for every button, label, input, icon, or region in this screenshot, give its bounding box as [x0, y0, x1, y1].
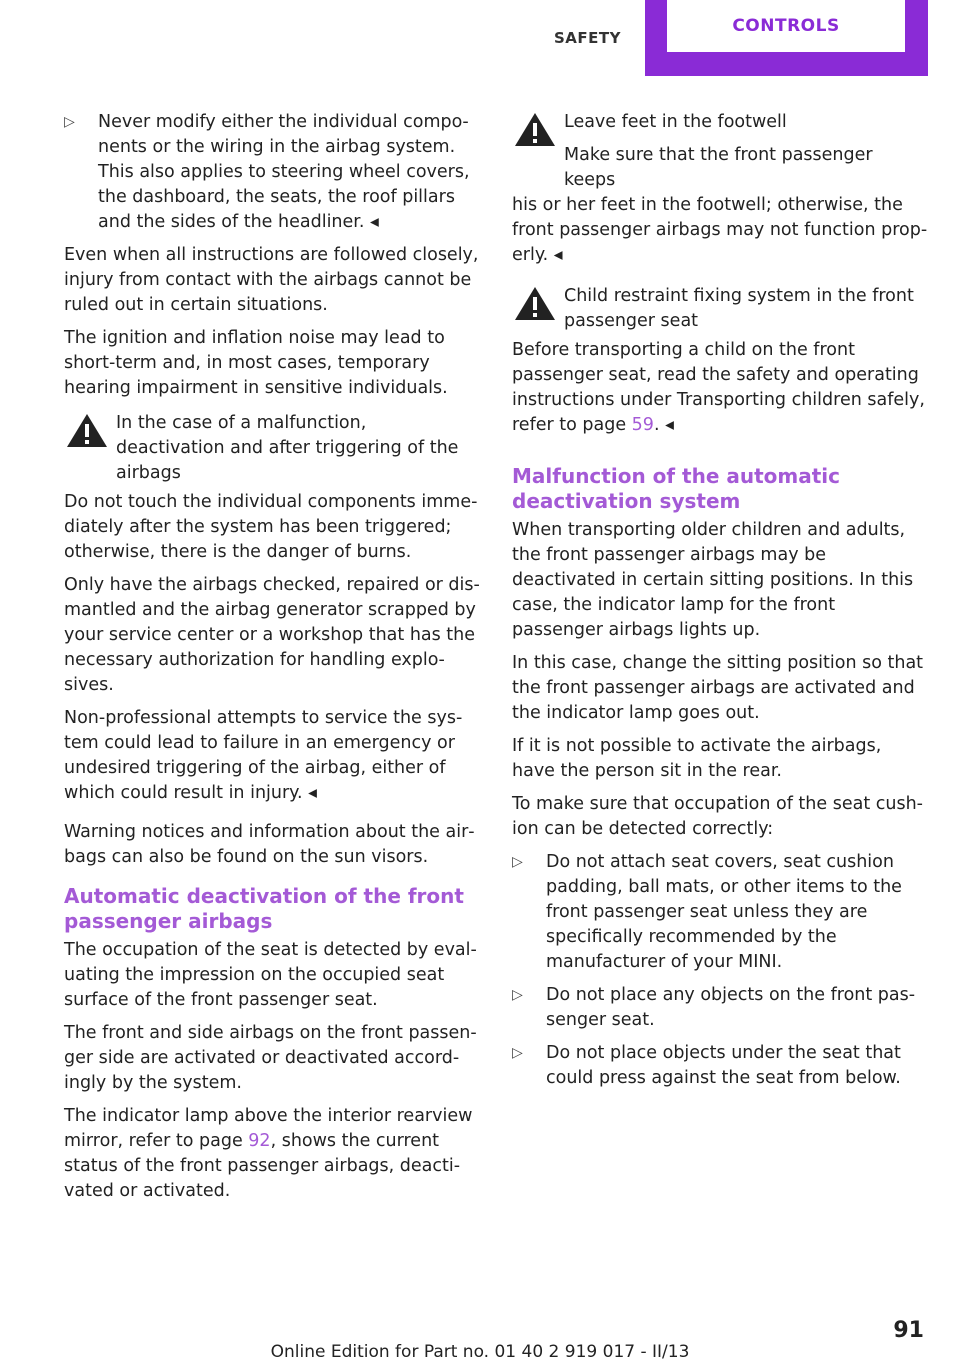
warning-block — [512, 284, 928, 334]
paragraph: When transporting older children and adults, the front passenger airbags may be deactivated in certain sitting positions. In this case, the indicator lamp for the front passenger airbags lights up. — [512, 520, 914, 640]
warning-block: Leave feet in the footwell Make sure that the front passenger keeps his or her feet in the footwell; otherwise, the front passenger airbags may not function properly. ◂ — [512, 110, 928, 268]
paragraph: The ignition and inflation noise may lead to short-term and, in most cases, temporary hearing impairment in sensitive individuals. — [64, 328, 448, 398]
tab-controls[interactable]: CONTROLS — [645, 0, 928, 76]
list-item: ▷ Do not place any objects on the front passenger seat. — [512, 983, 928, 1033]
paragraph: If it is not possible to activate the airbags, have the person sit in the rear. — [512, 736, 882, 781]
paragraph: In this case, change the sitting position so that the front passenger airbags are activated and the indicator lamp goes out. — [512, 653, 924, 723]
paragraph: The indicator lamp above the interior rearview mirror, refer to page 92, shows the current status of the front passenger airbags, deactivated or activated. — [64, 1106, 473, 1201]
triangle-right-icon: ▷ — [512, 854, 523, 870]
page-link[interactable]: 59 — [631, 415, 654, 435]
warning-title: In the case of a malfunction, deactivation and after triggering of the airbags — [116, 413, 459, 483]
triangle-right-icon: ▷ — [64, 114, 75, 130]
tab-safety[interactable]: SAFETY — [554, 29, 621, 47]
left-column — [64, 110, 480, 1212]
footer-edition: Online Edition for Part no. 01 40 2 919 017 - II/13 — [270, 1342, 690, 1362]
paragraph: Even when all instructions are followed closely, injury from contact with the airbags cannot be ruled out in certain situations. — [64, 245, 479, 315]
page-number: 91 — [893, 1318, 924, 1343]
paragraph: his or her feet in the footwell; otherwise, the front passenger airbags may not function properly. ◂ — [512, 195, 928, 265]
paragraph: Non-professional attempts to service the system could lead to failure in an emergency or undesired triggering of the airbag, either of which could result in injury. ◂ — [64, 708, 463, 803]
section-heading: Automatic deactivation of the front passenger airbags — [64, 884, 464, 933]
warning-triangle-icon — [512, 110, 564, 150]
paragraph: Do not touch the individual components immediately after the system has been triggered; otherwise, there is the danger of burns. — [64, 492, 478, 562]
paragraph: Warning notices and information about the airbags can also be found on the sun visors. — [64, 822, 475, 867]
paragraph: To make sure that occupation of the seat cushion can be detected correctly: — [512, 794, 923, 839]
paragraph: Only have the airbags checked, repaired or dismantled and the airbag generator scrapped by your service center or a workshop that has the necessary authorization for handling explosives. — [64, 575, 480, 695]
section-heading: Malfunction of the automatic deactivation system — [512, 464, 841, 513]
paragraph: The occupation of the seat is detected by evaluating the impression on the occupied seat surface of the front passenger seat. — [64, 940, 477, 1010]
right-column — [512, 110, 928, 1099]
paragraph: The front and side airbags on the front passenger side are activated or deactivated accordingly by the system. — [64, 1023, 477, 1093]
warning-triangle-icon — [512, 284, 564, 324]
warning-block — [64, 411, 480, 486]
triangle-right-icon: ▷ — [512, 987, 523, 1003]
warning-title: Child restraint fixing system in the front passenger seat — [564, 286, 914, 331]
page-link[interactable]: 92 — [248, 1131, 271, 1151]
chapter-tabs — [530, 0, 928, 76]
paragraph: Before transporting a child on the front passenger seat, read the safety and operating instructions under Transporting children safely, refer to page 59. ◂ — [512, 340, 925, 435]
list-item: ▷ Do not attach seat covers, seat cushion padding, ball mats, or other items to the front passenger seat unless they are specifically recommended by the manufacturer of your MINI. — [512, 850, 928, 975]
list-item: ▷ Never modify either the individual components or the wiring in the airbag system. This also applies to steering wheel covers, the dashboard, the seats, the roof pillars and the sides of the headliner. ◂ — [64, 110, 480, 235]
warning-title: Leave feet in the footwell — [564, 112, 787, 132]
triangle-right-icon: ▷ — [512, 1045, 523, 1061]
list-item: ▷ Do not place objects under the seat that could press against the seat from below. — [512, 1041, 928, 1091]
warning-triangle-icon — [64, 411, 116, 451]
